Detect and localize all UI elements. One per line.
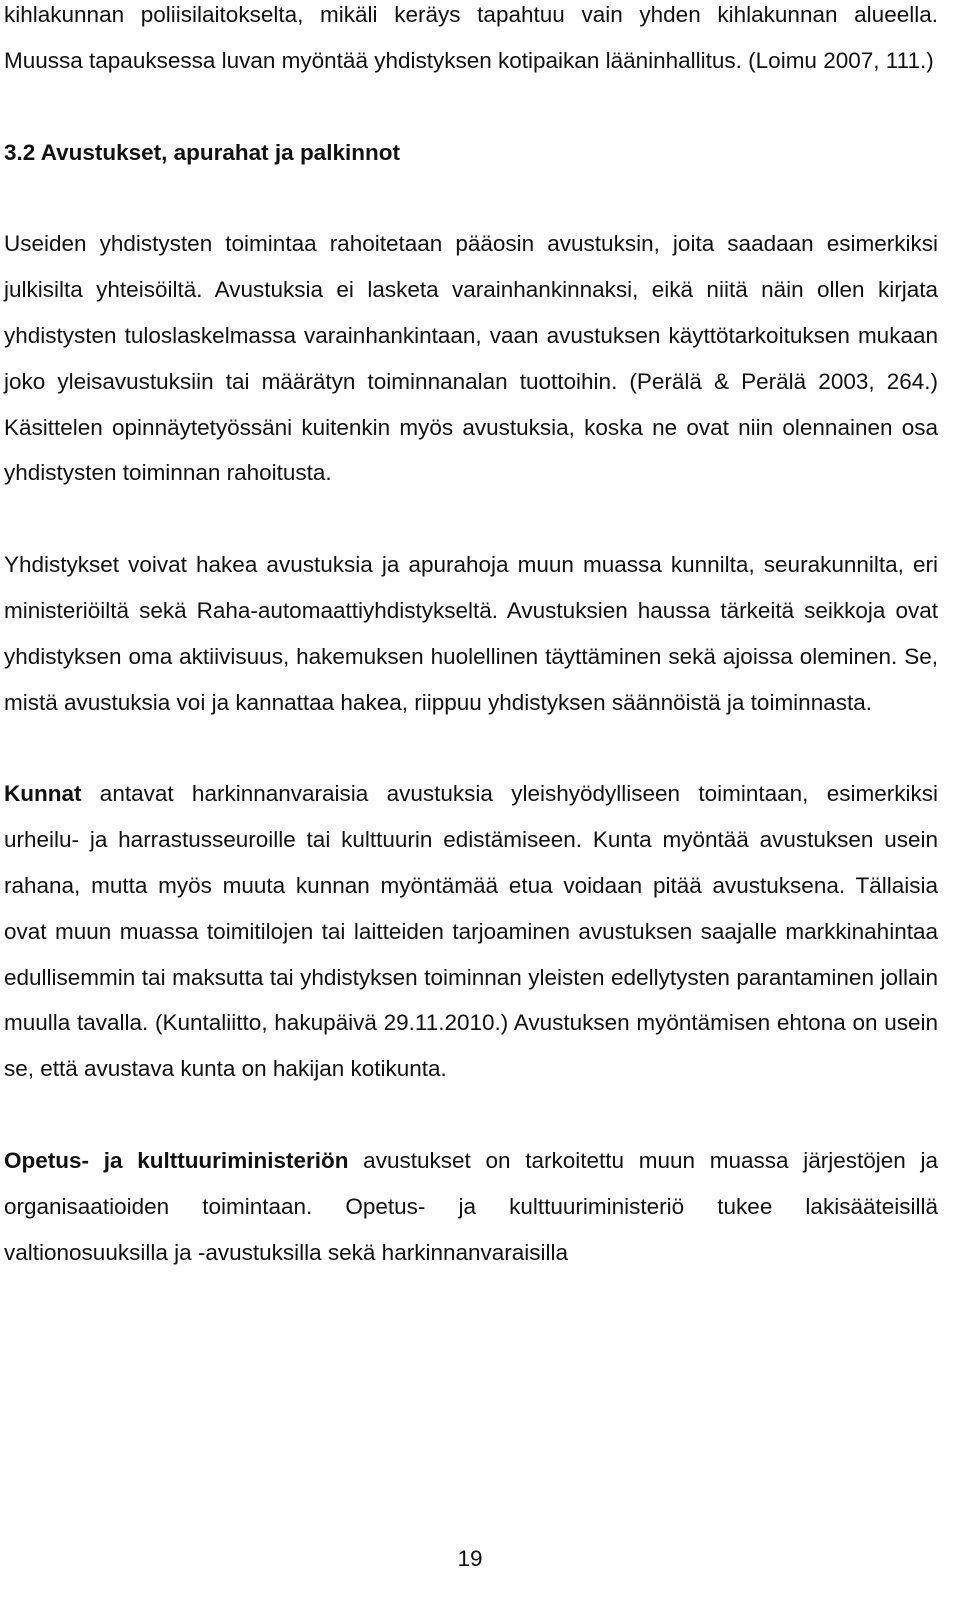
paragraph-ministry-text: avustukset on tarkoitettu muun muassa järjestöjen ja organisaatioiden toimintaan. Opetus- ja kulttuuriministeriö tukee lakisääteisillä valtionosuuksilla ja -avustuksilla sekä harkinnanvaraisilla xyxy=(4,1147,939,1265)
paragraph-municipalities-text: antavat harkinnanvaraisia avustuksia yleishyödylliseen toimintaan, esimerkiksi urheilu- ja harrastusseuroille tai kulttuurin edistämiseen. Kunta myöntää avustuksen usein rahana, mutta myös muuta kunnan myöntämää etua voidaan pitää avustuksena. Tällaisia ovat muun muassa toimitilojen tai laitteiden tarjoaminen avustuksen saajalle markkinahintaa edullisemmin tai maksutta tai yhdistyksen toiminnan yleisten edellytysten parantaminen jollain muulla tavalla. (Kuntaliitto, hakupäivä 29.11.2010.) Avustuksen myöntämisen ehtona on usein se, että avustava kunta on hakijan kotikunta. xyxy=(4,781,938,1082)
document-page xyxy=(4,0,938,1275)
paragraph-funding-overview: Useiden yhdistysten toimintaa rahoitetaan pääosin avustuksin, joita saadaan esimerkiksi julkisilta yhteisöiltä. Avustuksia ei lasketa varainhankinnaksi, eikä niitä näin ollen kirjata yhdistysten tuloslaskelmassa varainhankintaan, vaan avustuksen käyttötarkoituksen mukaan joko yleisavustuksiin tai määrätyn toiminnanalan tuottoihin. (Perälä & Perälä 2003, 264.) Käsittelen opinnäytetyössäni kuitenkin myös avustuksia, koska ne ovat niin olennainen osa yhdistysten toiminnan rahoitusta. xyxy=(4,231,938,486)
term-ministry: Opetus- ja kulttuuriministeriön xyxy=(4,1147,349,1173)
page-number: 19 xyxy=(457,1546,483,1571)
section-heading: 3.2 Avustukset, apurahat ja palkinnot xyxy=(4,139,400,165)
paragraph-municipalities xyxy=(4,771,938,1092)
paragraph-ministry xyxy=(4,1138,938,1275)
continued-paragraph: kihlakunnan poliisilaitokselta, mikäli keräys tapahtuu vain yhden kihlakunnan alueella. Muussa tapauksessa luvan myöntää yhdistyksen kotipaikan lääninhallitus. (Loimu 2007, 111.) xyxy=(4,2,938,73)
term-kunnat: Kunnat xyxy=(4,781,82,807)
paragraph-grant-sources: Yhdistykset voivat hakea avustuksia ja apurahoja muun muassa kunnilta, seurakunnilta, eri ministeriöiltä sekä Raha-automaattiyhdistykseltä. Avustuksien haussa tärkeitä seikkoja ovat yhdistyksen oma aktiivisuus, hakemuksen huolellinen täyttäminen sekä ajoissa oleminen. Se, mistä avustuksia voi ja kannattaa hakea, riippuu yhdistyksen säännöistä ja toiminnasta. xyxy=(4,552,938,715)
